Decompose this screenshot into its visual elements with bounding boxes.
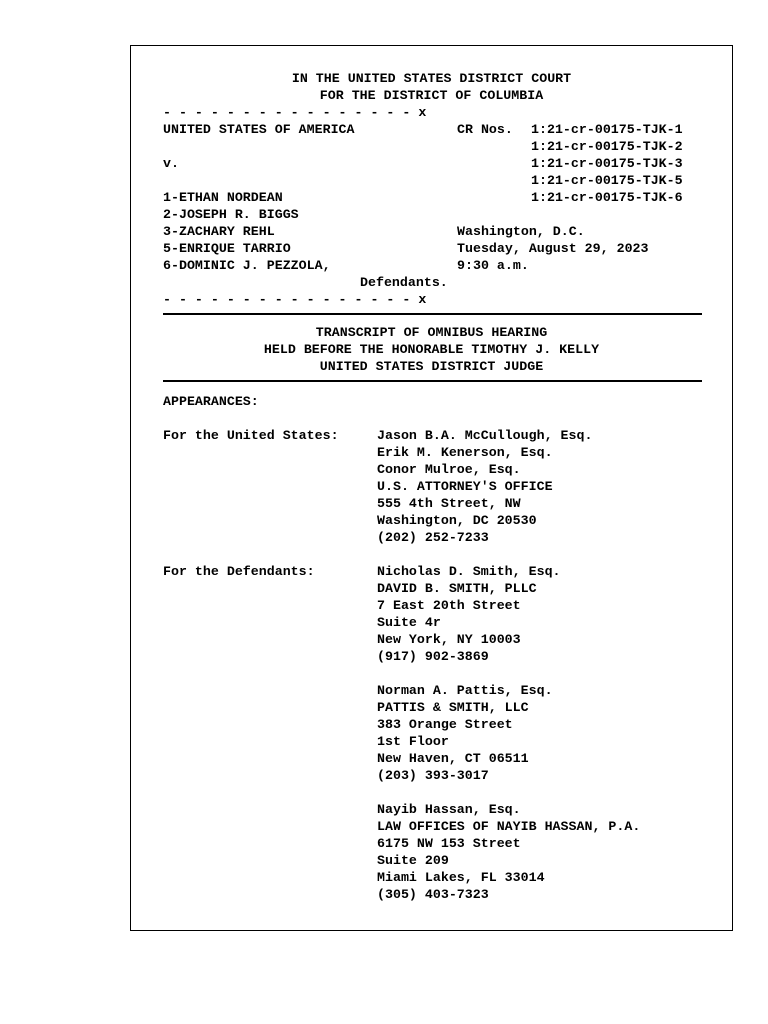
defendant-name: 1-ETHAN NORDEAN (163, 190, 283, 205)
appearance-label-defendants: For the Defendants: (163, 564, 315, 579)
defendant-name: 5-ENRIQUE TARRIO (163, 241, 291, 256)
appearance-line: Nicholas D. Smith, Esq. (377, 564, 561, 579)
caption-dash-line-top: - - - - - - - - - - - - - - - - x (163, 105, 427, 120)
appearance-line: New Haven, CT 06511 (377, 751, 529, 766)
appearance-line: Miami Lakes, FL 33014 (377, 870, 545, 885)
appearance-line: New York, NY 10003 (377, 632, 521, 647)
appearance-label-united-states: For the United States: (163, 428, 339, 443)
defendants-label: Defendants. (360, 275, 448, 290)
court-district: FOR THE DISTRICT OF COLUMBIA (319, 88, 544, 103)
defendant-name: 6-DOMINIC J. PEZZOLA, (163, 258, 331, 273)
appearance-line: Conor Mulroe, Esq. (377, 462, 521, 477)
case-number: 1:21-cr-00175-TJK-2 (531, 139, 683, 154)
defendant-name: 2-JOSEPH R. BIGGS (163, 207, 299, 222)
appearance-line: 383 Orange Street (377, 717, 513, 732)
transcript-page (130, 45, 733, 931)
appearance-line: 555 4th Street, NW (377, 496, 521, 511)
appearance-line: (203) 393-3017 (377, 768, 489, 783)
appearance-line: (917) 902-3869 (377, 649, 489, 664)
appearance-line: Suite 4r (377, 615, 441, 630)
appearance-line: Washington, DC 20530 (377, 513, 537, 528)
appearance-line: U.S. ATTORNEY'S OFFICE (377, 479, 553, 494)
appearance-line: 6175 NW 153 Street (377, 836, 521, 851)
transcript-title: TRANSCRIPT OF OMNIBUS HEARING (315, 325, 548, 340)
plaintiff-name: UNITED STATES OF AMERICA (163, 122, 355, 137)
caption-dash-line-bottom: - - - - - - - - - - - - - - - - x (163, 292, 427, 307)
hearing-location: Washington, D.C. (457, 224, 585, 239)
appearance-line: Erik M. Kenerson, Esq. (377, 445, 553, 460)
hearing-date: Tuesday, August 29, 2023 (457, 241, 649, 256)
appearances-title: APPEARANCES: (163, 394, 259, 409)
versus: v. (163, 156, 179, 171)
case-number: 1:21-cr-00175-TJK-3 (531, 156, 683, 171)
divider-rule (163, 380, 702, 382)
appearance-line: 7 East 20th Street (377, 598, 521, 613)
appearance-line: Jason B.A. McCullough, Esq. (377, 428, 593, 443)
appearance-line: (202) 252-7233 (377, 530, 489, 545)
case-number: 1:21-cr-00175-TJK-5 (531, 173, 683, 188)
hearing-time: 9:30 a.m. (457, 258, 529, 273)
appearance-line: Nayib Hassan, Esq. (377, 802, 521, 817)
appearance-line: PATTIS & SMITH, LLC (377, 700, 529, 715)
defendant-name: 3-ZACHARY REHL (163, 224, 275, 239)
divider-rule (163, 313, 702, 315)
appearance-line: 1st Floor (377, 734, 449, 749)
appearance-line: DAVID B. SMITH, PLLC (377, 581, 537, 596)
appearance-line: Norman A. Pattis, Esq. (377, 683, 553, 698)
appearance-line: LAW OFFICES OF NAYIB HASSAN, P.A. (377, 819, 641, 834)
judge-line: HELD BEFORE THE HONORABLE TIMOTHY J. KELLY (263, 342, 600, 357)
appearance-line: Suite 209 (377, 853, 449, 868)
appearance-line: (305) 403-7323 (377, 887, 489, 902)
judge-title: UNITED STATES DISTRICT JUDGE (319, 359, 544, 374)
case-number: 1:21-cr-00175-TJK-1 (531, 122, 683, 137)
court-name: IN THE UNITED STATES DISTRICT COURT (291, 71, 572, 86)
case-number: 1:21-cr-00175-TJK-6 (531, 190, 683, 205)
cr-nos-label: CR Nos. (457, 122, 513, 137)
